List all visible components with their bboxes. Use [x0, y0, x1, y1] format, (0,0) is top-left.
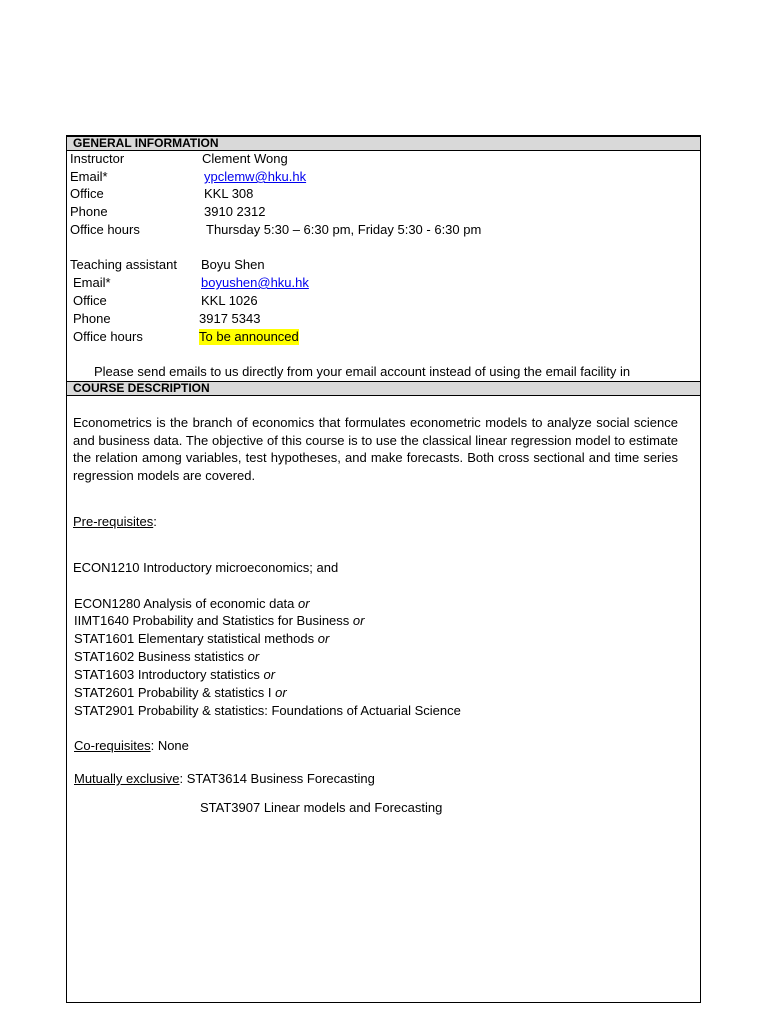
ta-label: Teaching assistant [70, 257, 177, 272]
instructor-phone: 3910 2312 [204, 204, 266, 219]
ta-name: Boyu Shen [201, 257, 265, 272]
ta-phone-label: Phone [73, 311, 111, 326]
office-hours-label: Office hours [70, 222, 140, 237]
corequisites-line [74, 738, 189, 754]
course-info-table [66, 135, 701, 1003]
ta-phone: 3917 5343 [199, 311, 261, 326]
prereq-course: STAT2901 Probability & statistics: Foundations of Actuarial Science [74, 703, 461, 718]
ta-office: KKL 1026 [201, 293, 258, 308]
mutually-exclusive-line [74, 771, 375, 787]
prerequisites-label: Pre-requisites [73, 514, 154, 529]
prereq-econ1210: ECON1210 Introductory microeconomics; and [73, 560, 339, 575]
prerequisites-line [73, 514, 157, 530]
mutually-exclusive-label: Mutually exclusive [74, 771, 180, 786]
ta-office-label: Office [73, 293, 107, 308]
corequisites-label: Co-requisites [74, 738, 151, 753]
ta-office-hours-highlight: To be announced [199, 329, 299, 344]
course-description-heading: COURSE DESCRIPTION [67, 381, 700, 396]
ta-email-label: Email* [73, 275, 111, 290]
instructor-office-hours: Thursday 5:30 – 6:30 pm, Friday 5:30 - 6:30 pm [206, 222, 482, 237]
instructor-email-link[interactable]: ypclemw@hku.hk [204, 169, 307, 184]
instructor-office: KKL 308 [204, 186, 254, 201]
general-information-heading: GENERAL INFORMATION [67, 136, 700, 151]
ta-email-link[interactable]: boyushen@hku.hk [201, 275, 309, 290]
prereq-course: STAT1603 Introductory statistics or [74, 667, 276, 682]
email-label: Email* [70, 169, 108, 184]
instructor-label: Instructor [70, 151, 125, 166]
prerequisites-colon: : [153, 514, 157, 529]
ta-office-hours-label: Office hours [73, 329, 143, 344]
course-description-paragraph: Econometrics is the branch of economics that formulates econometric models to analyze social science and business data. The objective of this course is to use the classical linear regression model to estimate the relation among variables, test hypotheses, and make forecasts. Both cross sectional and time series regression models are covered. [73, 415, 678, 483]
prereq-course: IIMT1640 Probability and Statistics for Business or [74, 613, 365, 628]
prereq-course: ECON1280 Analysis of economic data or [74, 596, 310, 611]
prereq-course: STAT2601 Probability & statistics I or [74, 685, 287, 700]
email-note: Please send emails to us directly from your email account instead of using the email facility in [94, 364, 631, 379]
prereq-course: STAT1602 Business statistics or [74, 649, 260, 664]
mutually-exclusive-value: : STAT3614 Business Forecasting [179, 771, 375, 786]
prereq-course: STAT1601 Elementary statistical methods or [74, 631, 330, 646]
instructor-name: Clement Wong [202, 151, 288, 166]
phone-label: Phone [70, 204, 108, 219]
office-label: Office [70, 186, 104, 201]
mutually-exclusive-value-2: STAT3907 Linear models and Forecasting [200, 800, 443, 815]
corequisites-value: : None [150, 738, 189, 753]
